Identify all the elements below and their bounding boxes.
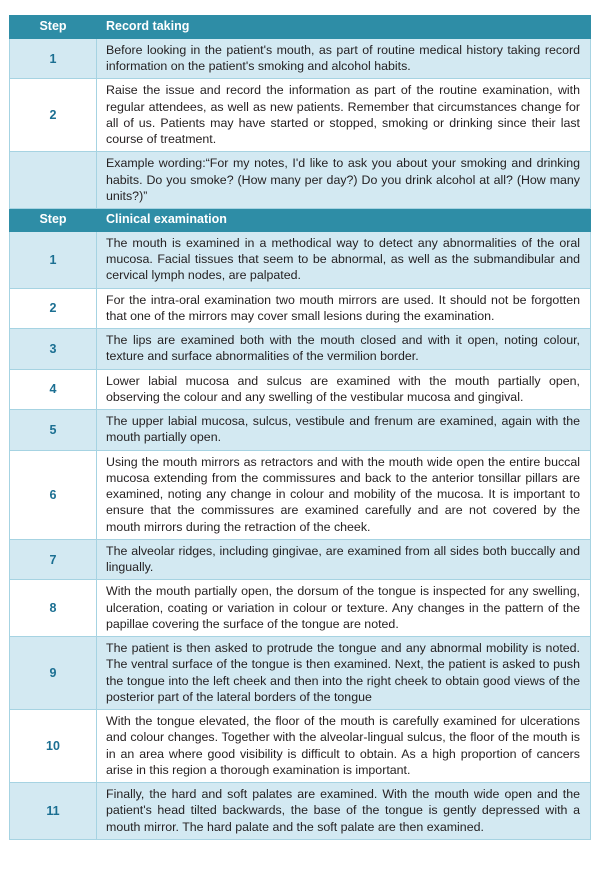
step-description-cell: Using the mouth mirrors as retractors and with the mouth wide open the entire buccal mucosa extending from the commissures and back to the anterior tonsillar pillars are examined, noting any change in colour and mobility of the mucosa. It is important to ensure that the commissures are examined carefully and are not covered by the mouth mirrors during the retraction of the cheek.	[97, 450, 591, 539]
step-number-cell	[10, 152, 97, 209]
step-number-cell: 8	[10, 580, 97, 637]
step-description-cell: With the tongue elevated, the floor of the mouth is carefully examined for ulcerations and colour changes. Together with the alveolar-lingual sulcus, the floor of the mouth is in an area where good visibility is difficult to obtain. As a high proportion of cancers arise in this region a thorough examination is important.	[97, 710, 591, 783]
step-number-cell: 2	[10, 79, 97, 152]
table-row	[10, 580, 591, 637]
step-number-cell: 5	[10, 410, 97, 451]
step-number-cell: 1	[10, 38, 97, 79]
table-row	[10, 38, 591, 79]
step-description-cell: Finally, the hard and soft palates are examined. With the mouth wide open and the patient's head tilted backwards, the base of the tongue is gently depressed with a mouth mirror. The hard palate and the soft palate are then examined.	[97, 783, 591, 840]
table-row	[10, 783, 591, 840]
column-header-title: Clinical examination	[97, 209, 591, 232]
table-row	[10, 539, 591, 580]
step-number-cell: 4	[10, 369, 97, 410]
step-description-cell: With the mouth partially open, the dorsum of the tongue is inspected for any swelling, ulceration, coating or variation in colour or texture. Any changes in the pattern of the papillae covering the surface of the tongue are noted.	[97, 580, 591, 637]
table-row	[10, 329, 591, 370]
step-description-cell: The lips are examined both with the mouth closed and with it open, noting colour, texture and surface abnormalities of the vermilion border.	[97, 329, 591, 370]
step-description-cell: Raise the issue and record the information as part of the routine examination, with regular attendees, as well as new patients. Remember that circumstances change for all of us. Patients may have started or stopped, smoking or drinking since their last course of treatment.	[97, 79, 591, 152]
step-number-cell: 6	[10, 450, 97, 539]
table-row	[10, 637, 591, 710]
step-number-cell: 11	[10, 783, 97, 840]
table-row	[10, 231, 591, 288]
step-number-cell: 3	[10, 329, 97, 370]
step-description-cell: The patient is then asked to protrude the tongue and any abnormal mobility is noted. The ventral surface of the tongue is then examined. Next, the patient is asked to push the tongue into the left cheek and then into the right cheek to obtain good views of the posterior part of the lateral borders of the tongue	[97, 637, 591, 710]
step-number-cell: 10	[10, 710, 97, 783]
column-header-title: Record taking	[97, 16, 591, 39]
column-header-step: Step	[10, 209, 97, 232]
step-description-cell: Example wording:“For my notes, I'd like to ask you about your smoking and drinking habits. Do you smoke? (How many per day?) Do you drink alcohol at all? (How many units?)”	[97, 152, 591, 209]
step-description-cell: For the intra-oral examination two mouth mirrors are used. It should not be forgotten that one of the mirrors may cover small lesions during the examination.	[97, 288, 591, 329]
table-row	[10, 152, 591, 209]
column-header-step: Step	[10, 16, 97, 39]
section-header-row	[10, 209, 591, 232]
table-row	[10, 410, 591, 451]
oral-cancer-examination-table	[9, 15, 591, 840]
step-number-cell: 2	[10, 288, 97, 329]
table-row	[10, 288, 591, 329]
step-number-cell: 1	[10, 231, 97, 288]
table-row	[10, 710, 591, 783]
step-description-cell: Before looking in the patient's mouth, as part of routine medical history taking record information on the patient's smoking and alcohol habits.	[97, 38, 591, 79]
step-number-cell: 7	[10, 539, 97, 580]
table-row	[10, 369, 591, 410]
section-header-row	[10, 16, 591, 39]
step-number-cell: 9	[10, 637, 97, 710]
step-description-cell: The alveolar ridges, including gingivae, are examined from all sides both buccally and lingually.	[97, 539, 591, 580]
table-row	[10, 450, 591, 539]
step-description-cell: The upper labial mucosa, sulcus, vestibule and frenum are examined, again with the mouth partially open.	[97, 410, 591, 451]
step-description-cell: The mouth is examined in a methodical way to detect any abnormalities of the oral mucosa. Facial tissues that seem to be abnormal, as well as the submandibular and cervical lymph nodes, are palpated.	[97, 231, 591, 288]
table-row	[10, 79, 591, 152]
step-description-cell: Lower labial mucosa and sulcus are examined with the mouth partially open, observing the colour and any swelling of the vestibular mucosa and gingival.	[97, 369, 591, 410]
